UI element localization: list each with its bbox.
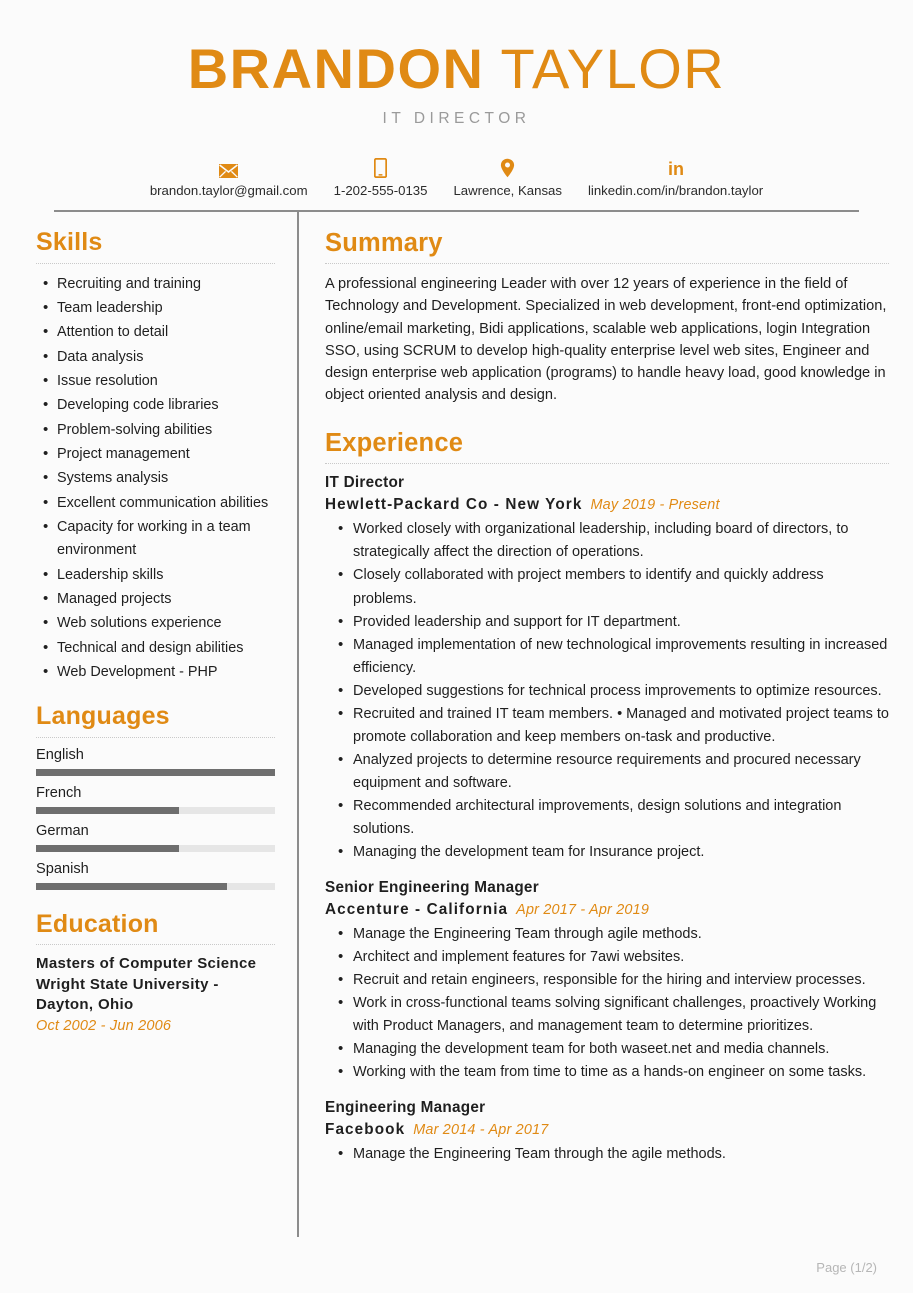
contact-email[interactable] <box>150 158 308 198</box>
contact-location-text: Lawrence, Kansas <box>453 183 562 199</box>
contact-linkedin[interactable] <box>588 158 763 198</box>
skills-heading: Skills <box>36 228 103 257</box>
experience-bullets <box>325 518 889 864</box>
skill-item: • Web Development - PHP <box>57 661 275 684</box>
experience-entry <box>325 473 889 864</box>
education-heading: Education <box>36 909 159 938</box>
skill-item: • Data analysis <box>57 346 275 369</box>
experience-company-line <box>325 899 889 920</box>
experience-heading-rule <box>325 463 889 464</box>
experience-bullet: • Worked closely with organizational leadership, including board of directors, to strategically affect the direction of operations. <box>353 518 889 564</box>
languages-heading-rule <box>36 737 275 738</box>
contact-phone[interactable] <box>334 158 428 198</box>
skill-item: • Recruiting and training <box>57 273 275 296</box>
experience-bullets <box>325 923 889 1084</box>
language-level-track <box>36 883 275 890</box>
language-name: German <box>36 822 89 839</box>
contact-linkedin-text: linkedin.com/in/brandon.taylor <box>587 183 764 199</box>
experience-role: Senior Engineering Manager <box>325 879 539 897</box>
skill-item: • Leadership skills <box>57 564 275 587</box>
experience-bullet: • Managed implementation of new technological improvements resulting in increased efficiency. <box>353 634 889 680</box>
experience-entry <box>325 878 889 1084</box>
last-name: TAYLOR <box>500 37 726 100</box>
skill-item: • Attention to detail <box>57 321 275 344</box>
contact-email-text: brandon.taylor@gmail.com <box>149 183 308 199</box>
education-section <box>36 910 275 1034</box>
skill-item: • Excellent communication abilities <box>57 492 275 515</box>
languages-heading: Languages <box>36 702 170 731</box>
skill-item: • Managed projects <box>57 588 275 611</box>
experience-bullet: • Working with the team from time to time as a hands-on engineer on some tasks. <box>353 1061 889 1084</box>
experience-bullet: • Developed suggestions for technical process improvements to optimize resources. <box>353 680 889 703</box>
experience-bullet: • Manage the Engineering Team through the agile methods. <box>353 1143 889 1166</box>
language-level-fill <box>36 845 179 852</box>
experience-bullet: • Recruit and retain engineers, responsible for the hiring and interview processes. <box>353 969 889 992</box>
resume-header <box>0 0 913 212</box>
summary-heading-rule <box>325 263 889 264</box>
experience-bullet: • Provided leadership and support for IT department. <box>353 611 889 634</box>
language-level-track <box>36 807 275 814</box>
experience-entries <box>325 473 889 1166</box>
experience-bullet: • Analyzed projects to determine resource requirements and procured necessary equipment and software. <box>353 749 889 795</box>
skill-item: • Project management <box>57 443 275 466</box>
language-name: French <box>36 784 82 801</box>
language-row <box>36 861 275 890</box>
language-level-track <box>36 769 275 776</box>
education-degree: Masters of Computer Science <box>36 955 257 973</box>
education-heading-rule <box>36 944 275 945</box>
language-row <box>36 823 275 852</box>
education-location: Dayton, Ohio <box>36 996 134 1014</box>
language-level-fill <box>36 883 227 890</box>
experience-bullet: • Managing the development team for both waseet.net and media channels. <box>353 1038 889 1061</box>
education-school: Wright State University - <box>36 975 219 993</box>
languages-list <box>36 747 275 890</box>
experience-heading: Experience <box>325 429 464 458</box>
skill-item: • Developing code libraries <box>57 394 275 417</box>
sidebar-column <box>14 212 297 1252</box>
resume-body <box>0 212 913 1252</box>
language-name: Spanish <box>36 860 89 877</box>
language-row <box>36 785 275 814</box>
skill-item: • Problem-solving abilities <box>57 419 275 442</box>
skills-section <box>36 228 275 684</box>
experience-bullet: • Work in cross-functional teams solving significant challenges, proactively Working with Product Managers, and management team to determine prioritizes. <box>353 992 889 1038</box>
experience-role: Engineering Manager <box>325 1099 486 1117</box>
contact-row <box>40 158 873 204</box>
skill-item: • Team leadership <box>57 297 275 320</box>
experience-role: IT Director <box>325 474 405 492</box>
experience-company: Facebook <box>325 1120 406 1138</box>
experience-bullet: • Recruited and trained IT team members. • Managed and motivated project teams to promote collaboration and keep members on-task and productive. <box>353 703 889 749</box>
language-level-fill <box>36 807 179 814</box>
experience-bullets <box>325 1143 889 1166</box>
experience-company: Hewlett-Packard Co - New York <box>325 495 583 513</box>
linkedin-icon <box>665 158 687 178</box>
summary-text: A professional engineering Leader with over 12 years of experience in the field of Technology and Development. Specialized in web development, front-end optimization, online/email marketing, Bidi applications, scalable web applications, login Integration SSO, using SCRUM to develop high-quality enterprise level web sites, Engineer and design enterprise web application (programs) to handle heavy load, good knowledge in object oriented analysis and design. <box>325 276 887 404</box>
skill-item: • Technical and design abilities <box>57 637 275 660</box>
summary-heading: Summary <box>325 229 443 258</box>
first-name: BRANDON <box>187 37 485 100</box>
experience-entry <box>325 1098 889 1166</box>
skill-item: • Systems analysis <box>57 467 275 490</box>
main-column <box>299 212 899 1252</box>
page-indicator: Page (1/2) <box>816 1260 877 1275</box>
experience-bullet: • Recommended architectural improvements, design solutions and integration solutions. <box>353 795 889 841</box>
experience-company: Accenture - California <box>325 900 509 918</box>
email-icon <box>219 158 238 178</box>
skill-item: • Web solutions experience <box>57 612 275 635</box>
summary-section <box>325 228 889 406</box>
contact-phone-text: 1-202-555-0135 <box>333 183 428 199</box>
language-level-fill <box>36 769 275 776</box>
contact-location[interactable] <box>453 158 562 198</box>
skill-item: • Issue resolution <box>57 370 275 393</box>
experience-bullet: • Managing the development team for Insurance project. <box>353 841 889 864</box>
phone-icon <box>374 158 387 178</box>
languages-section <box>36 702 275 890</box>
language-row <box>36 747 275 776</box>
location-pin-icon <box>500 158 515 178</box>
experience-section <box>325 428 889 1166</box>
experience-date: Apr 2017 - Apr 2019 <box>516 901 650 918</box>
svg-text:in: in <box>667 159 684 179</box>
experience-bullet: • Closely collaborated with project members to identify and quickly address problems. <box>353 564 889 610</box>
language-name: English <box>36 746 84 763</box>
candidate-name <box>40 37 873 100</box>
experience-date: May 2019 - Present <box>590 496 720 513</box>
experience-company-line <box>325 494 889 515</box>
candidate-job-title: IT DIRECTOR <box>382 110 531 128</box>
skills-heading-rule <box>36 263 275 264</box>
education-date: Oct 2002 - Jun 2006 <box>36 1017 172 1034</box>
language-level-track <box>36 845 275 852</box>
experience-bullet: • Architect and implement features for 7awi websites. <box>353 946 889 969</box>
skill-item: • Capacity for working in a team environment <box>57 516 275 563</box>
experience-date: Mar 2014 - Apr 2017 <box>413 1121 549 1138</box>
skills-list <box>36 273 275 685</box>
experience-bullet: • Manage the Engineering Team through agile methods. <box>353 923 889 946</box>
experience-company-line <box>325 1119 889 1140</box>
